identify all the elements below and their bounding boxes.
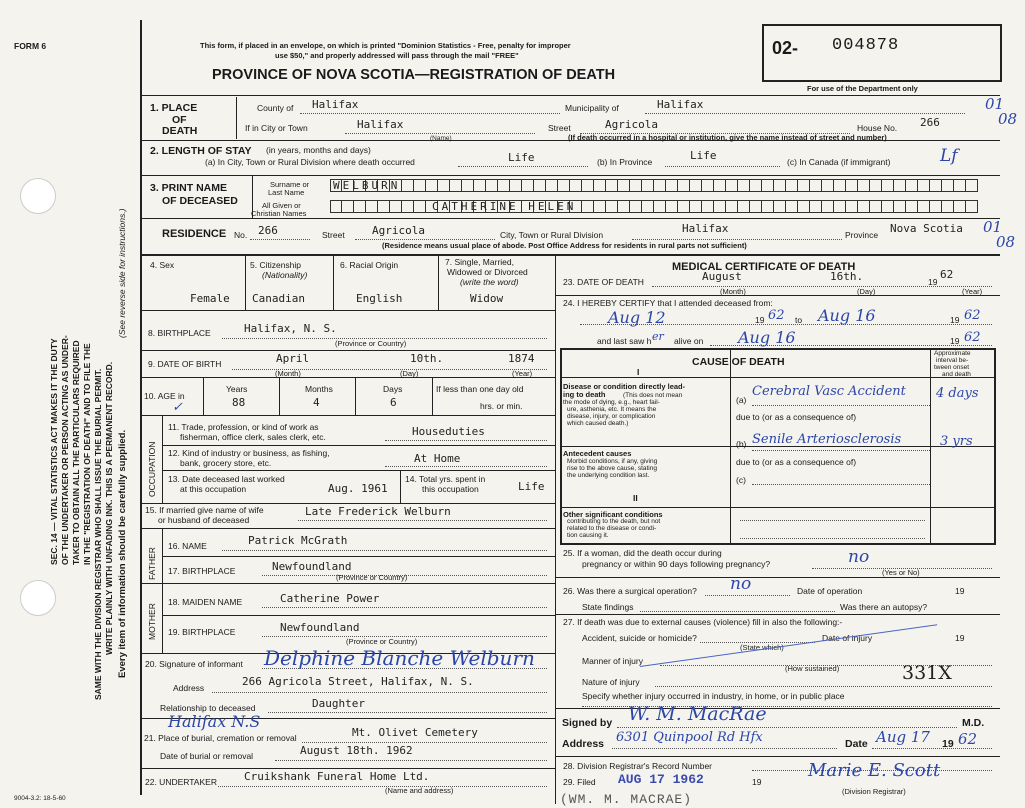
- rule: [140, 583, 555, 584]
- death-month[interactable]: August: [702, 270, 742, 283]
- cause-c-line: [752, 484, 930, 485]
- marital-value[interactable]: Widow: [470, 292, 504, 305]
- occ13-label-2: at this occupation: [180, 484, 247, 494]
- print-name-label-2: OF DECEASED: [162, 195, 238, 207]
- rule: [162, 556, 555, 557]
- occ12-label-2: bank, grocery store, etc.: [180, 458, 272, 468]
- rule: [355, 377, 356, 415]
- county-label: County of: [257, 103, 294, 113]
- other-label-4: tion causing it.: [567, 532, 609, 539]
- rule: [140, 254, 1000, 256]
- rule: [162, 415, 163, 503]
- address-label: Address: [173, 683, 205, 693]
- dob-year-sub: (Year): [512, 369, 533, 378]
- cause-title: CAUSE OF DEATH: [692, 356, 785, 368]
- punch-hole: [20, 580, 56, 616]
- footer-code: 9004-3.2: 18-5-60: [14, 795, 66, 802]
- certify-label: 24. I HEREBY CERTIFY that I attended deceased from:: [563, 298, 773, 308]
- citizenship-label-1: 5. Citizenship: [250, 260, 302, 270]
- residence-note: (Residence means usual place of abode. Post Office Address for residents in rural parts not sufficient): [382, 241, 747, 250]
- q25-value[interactable]: no: [848, 547, 870, 567]
- to-19: 19: [950, 315, 960, 325]
- nature-code: 331X: [902, 662, 952, 684]
- print-name-label-1: 3. PRINT NAME: [150, 182, 228, 194]
- antecedent-label-2: Morbid conditions, if any, giving: [567, 458, 658, 465]
- middle-divider: [555, 254, 556, 804]
- death-year[interactable]: 62: [940, 268, 954, 281]
- cause-a-line: [752, 405, 930, 406]
- racial-label: 6. Racial Origin: [340, 260, 399, 270]
- relationship-line: [268, 712, 547, 713]
- res-no-label: No.: [234, 230, 248, 240]
- rule: [162, 445, 555, 446]
- occ12-value[interactable]: At Home: [414, 452, 461, 465]
- spouse-label-1: 15. If married give name of wife: [145, 505, 264, 515]
- alive-on-label: alive on: [674, 336, 704, 346]
- years-label: Years: [226, 384, 248, 394]
- filed-19: 19: [752, 777, 762, 787]
- prov-country-sub: (Province or Country): [335, 339, 407, 348]
- citizenship-value[interactable]: Canadian: [252, 292, 305, 305]
- last-saw-value[interactable]: er: [652, 330, 664, 343]
- antecedent-label-3: rise to the above cause, stating: [567, 465, 657, 472]
- med-19: 19: [942, 738, 954, 750]
- cause-a-marker: (a): [736, 395, 747, 405]
- less-day-label: If less than one day old: [436, 384, 524, 394]
- dept-use-label: For use of the Department only: [807, 84, 918, 93]
- other-label-3: related to the disease or condi-: [567, 525, 657, 532]
- due-to-1: due to (or as a consequence of): [736, 412, 857, 422]
- alive-19: 19: [950, 336, 960, 346]
- res-street-line: [355, 239, 495, 240]
- relationship-value[interactable]: Daughter: [312, 697, 365, 710]
- burial-date-line: [275, 760, 547, 761]
- disease-label-4: the mode of dying, e.g., heart fail-: [563, 399, 660, 406]
- med-address-line: [612, 748, 837, 749]
- other-line-1: [740, 520, 925, 521]
- filed-stamp: AUG 17 1962: [618, 772, 704, 787]
- disease-label-2: ing to death: [563, 390, 606, 399]
- date-of-death-label: 23. DATE OF DEATH: [563, 277, 644, 287]
- rule: [140, 503, 555, 504]
- accident-label: Accident, suicide or homicide?: [582, 633, 697, 643]
- mail-notice-1: This form, if placed in an envelope, on which is printed "Dominion Statistics - Free, penalty for improper: [200, 41, 571, 50]
- informant-label: 20. Signature of informant: [145, 659, 243, 669]
- dob-year[interactable]: 1874: [508, 352, 535, 365]
- q26-value[interactable]: no: [730, 574, 752, 594]
- occ11-line: [385, 440, 547, 441]
- stay-a-label: (a) In City, Town or Rural Division where death occurred: [205, 157, 415, 167]
- rule: [140, 175, 1000, 176]
- date-inj-label: Date of injury: [822, 633, 873, 643]
- other-line-2: [740, 538, 925, 539]
- county-line: [300, 113, 560, 114]
- stay-b-value[interactable]: Life: [690, 149, 717, 162]
- name-sublabel: (Name): [430, 135, 452, 142]
- disease-label-7: which caused death.): [567, 420, 629, 427]
- relationship-label: Relationship to deceased: [160, 703, 256, 713]
- age-label: 10. AGE in: [144, 391, 185, 401]
- occ12-label-1: 12. Kind of industry or business, as fishing,: [168, 448, 330, 458]
- occ11-label-1: 11. Trade, profession, or kind of work as: [168, 422, 319, 432]
- mother-maiden-label: 18. MAIDEN NAME: [168, 597, 243, 607]
- burial-place-value[interactable]: Mt. Olivet Cemetery: [352, 726, 478, 739]
- rule: [140, 350, 555, 351]
- op-19: 19: [955, 586, 965, 596]
- age-years[interactable]: 88: [232, 396, 246, 409]
- rule: [245, 254, 246, 310]
- corner-code-2: 08: [998, 110, 1018, 128]
- residence-label: RESIDENCE: [162, 228, 227, 240]
- form-title: PROVINCE OF NOVA SCOTIA—REGISTRATION OF DEATH: [212, 67, 616, 83]
- div-registrar-sub: (Division Registrar): [842, 787, 906, 796]
- interval-label-1: Approximate: [934, 350, 971, 357]
- q27-label: 27. If death was due to external causes (violence) fill in also the following:-: [563, 617, 843, 627]
- side-line-4: IN THE "REGISTRATION OF DEATH" AND TO FILE THE: [82, 343, 92, 565]
- stay-b-line: [665, 166, 780, 167]
- last-saw-label: and last saw h: [597, 336, 652, 346]
- side-line-1: SEC. 14 — VITAL STATISTICS ACT MAKES IT THE DUTY: [49, 338, 59, 565]
- res-province-value[interactable]: Nova Scotia: [890, 222, 963, 235]
- burial-handwritten-note: Halifax N.S: [168, 712, 261, 731]
- res-city-label: City, Town or Rural Division: [500, 230, 604, 240]
- res-street-value[interactable]: Agricola: [372, 224, 425, 237]
- attended-to[interactable]: Aug 16: [818, 306, 876, 325]
- due-to-2: due to (or as a consequence of): [736, 457, 857, 467]
- interval-label-3: tween onset: [934, 364, 970, 371]
- death-month-sub: (Month): [720, 287, 746, 296]
- stay-a-value[interactable]: Life: [508, 151, 535, 164]
- rule: [162, 470, 555, 471]
- father-birth-label: 17. BIRTHPLACE: [168, 566, 236, 576]
- rule: [162, 583, 163, 653]
- spouse-line: [298, 520, 547, 521]
- municipality-value[interactable]: Halifax: [657, 98, 704, 111]
- res-code-2: 08: [996, 233, 1016, 251]
- cause-c-marker: (c): [736, 475, 746, 485]
- rule: [560, 377, 996, 378]
- sex-value[interactable]: Female: [190, 292, 230, 305]
- disease-label-1: Disease or condition directly lead-: [563, 382, 686, 391]
- rule: [203, 377, 204, 415]
- cause-b-value[interactable]: Senile Arteriosclerosis: [752, 432, 902, 447]
- hospital-note: (If death occurred in a hospital or institution, give the name instead of street and number): [568, 133, 887, 142]
- rule: [140, 218, 1000, 219]
- given-grid: [330, 200, 978, 213]
- med-address-label: Address: [562, 738, 605, 750]
- rule: [560, 507, 996, 508]
- antecedent-label-4: the underlying condition last.: [567, 472, 650, 479]
- interval-a-value[interactable]: 4 days: [936, 386, 979, 401]
- rule: [438, 254, 439, 310]
- cause-b-line: [752, 450, 930, 451]
- alive-year[interactable]: 62: [964, 330, 981, 345]
- undertaker-line: [218, 786, 547, 787]
- manner-label: Manner of injury: [582, 656, 643, 666]
- physician-name-stamp: (WM. M. MACRAE): [560, 792, 693, 807]
- street-label: Street: [548, 123, 571, 133]
- death-19: 19: [928, 277, 938, 287]
- city-value[interactable]: Halifax: [357, 118, 404, 131]
- how-sustained-sub: (How sustained): [785, 664, 840, 673]
- birthplace-label: 8. BIRTHPLACE: [148, 328, 211, 338]
- form-number: FORM 6: [14, 41, 47, 51]
- house-no-value[interactable]: 266: [920, 116, 940, 129]
- nature-label: Nature of injury: [582, 677, 640, 687]
- rule: [140, 768, 555, 769]
- occ13-label-1: 13. Date deceased last worked: [168, 474, 285, 484]
- med-date-value[interactable]: Aug 17: [876, 728, 930, 746]
- spouse-value[interactable]: Late Frederick Welburn: [305, 505, 451, 518]
- days-label: Days: [383, 384, 403, 394]
- punch-hole: [20, 178, 56, 214]
- roman-2: II: [633, 493, 638, 503]
- rule: [140, 415, 555, 416]
- occ14-value[interactable]: Life: [518, 480, 545, 493]
- age-days[interactable]: 6: [390, 396, 397, 409]
- physician-signature[interactable]: W. M. MacRae: [628, 703, 767, 725]
- occ12-line: [385, 466, 547, 467]
- signed-by-label: Signed by: [562, 717, 613, 729]
- cause-b-marker: (b): [736, 439, 747, 449]
- rule: [140, 528, 555, 529]
- place-of-death-label-1: 1. PLACE: [150, 102, 198, 114]
- place-of-death-label-2: OF: [172, 114, 187, 126]
- given-label-2: Christian Names: [251, 209, 307, 218]
- rule: [236, 97, 237, 139]
- interval-b-value[interactable]: 3 yrs: [940, 434, 973, 449]
- address-value[interactable]: 266 Agricola Street, Halifax, N. S.: [242, 675, 474, 688]
- q28-label: 28. Division Registrar's Record Number: [563, 761, 713, 771]
- left-border: [140, 20, 142, 795]
- rule: [279, 377, 280, 415]
- mother-maiden-line: [262, 607, 547, 608]
- county-value[interactable]: Halifax: [312, 98, 359, 111]
- marital-label-2: Widowed or Divorced: [447, 267, 528, 277]
- md-label: M.D.: [962, 717, 985, 729]
- surname-label-2: Last Name: [268, 188, 305, 197]
- med-year[interactable]: 62: [958, 730, 978, 748]
- stay-c-label: (c) In Canada (if immigrant): [787, 157, 891, 167]
- q29-label: 29. Filed: [563, 777, 596, 787]
- informant-signature[interactable]: Delphine Blanche Welburn: [264, 646, 535, 670]
- disease-label-6: disease, injury, or complication: [567, 413, 656, 420]
- roman-1: I: [637, 367, 640, 377]
- reg-number: 004878: [832, 36, 900, 55]
- medical-title: MEDICAL CERTIFICATE OF DEATH: [672, 261, 856, 273]
- dob-month-sub: (Month): [275, 369, 301, 378]
- rule: [555, 614, 1000, 615]
- attended-from[interactable]: Aug 12: [608, 308, 666, 327]
- res-city-line: [632, 239, 842, 240]
- death-day-sub: (Day): [857, 287, 876, 296]
- to-label: to: [795, 315, 803, 325]
- inj-19: 19: [955, 633, 965, 643]
- rule: [432, 377, 433, 415]
- corner-code-1: 01: [985, 95, 1005, 113]
- side-line-5: SAME WITH THE DIVISION REGISTRAR WHO SHALL ISSUE THE BURIAL PERMIT.: [93, 368, 103, 700]
- res-city-value[interactable]: Halifax: [682, 222, 729, 235]
- occupation-vertical-label: OCCUPATION: [147, 441, 157, 497]
- side-line-8: (See reverse side for instructions.): [117, 208, 127, 338]
- registrar-signature: Marie E. Scott: [808, 760, 941, 781]
- mother-vertical-label: MOTHER: [147, 603, 157, 640]
- sex-label: 4. Sex: [150, 260, 175, 270]
- given-label-1: All Given or: [262, 201, 301, 210]
- state-which-sub: (State which): [740, 643, 784, 652]
- mother-birth-value[interactable]: Newfoundland: [280, 621, 360, 634]
- place-of-death-label-3: DEATH: [162, 125, 198, 137]
- cause-a-value[interactable]: Cerebral Vasc Accident: [752, 384, 906, 399]
- death-day[interactable]: 16th.: [830, 270, 864, 283]
- burial-date-value[interactable]: August 18th. 1962: [300, 744, 413, 757]
- house-no-label: House No.: [857, 123, 898, 133]
- father-birth-value[interactable]: Newfoundland: [272, 560, 352, 573]
- antecedent-label-1: Antecedent causes: [563, 449, 632, 458]
- side-line-2: OF THE UNDERTAKER OR PERSON ACTING AS UNDER-: [60, 335, 70, 565]
- age-check: ✓: [172, 400, 183, 415]
- municipality-line: [645, 113, 965, 114]
- from-19: 19: [755, 315, 765, 325]
- other-label-2: contributing to the death, but not: [567, 518, 661, 525]
- racial-value[interactable]: English: [356, 292, 403, 305]
- cancel-stroke: [640, 624, 937, 667]
- marital-label-3: (write the word): [460, 277, 519, 287]
- surname-grid: [330, 179, 978, 192]
- date-of-death-line: [652, 286, 992, 287]
- undertaker-value[interactable]: Cruikshank Funeral Home Ltd.: [244, 770, 430, 783]
- dob-label: 9. DATE OF BIRTH: [148, 359, 222, 369]
- autopsy-label: Was there an autopsy?: [840, 602, 928, 612]
- rule: [162, 615, 555, 616]
- dob-month[interactable]: April: [276, 352, 310, 365]
- marital-label-1: 7. Single, Married,: [445, 257, 514, 267]
- side-line-3: TAKER TO OBTAIN ALL THE PARTICULARS REQUIRED: [71, 340, 81, 565]
- registration-number-box: [762, 24, 1002, 82]
- father-vertical-label: FATHER: [147, 547, 157, 580]
- interval-label-4: and death: [942, 371, 971, 378]
- stay-b-label: (b) In Province: [597, 157, 653, 167]
- med-date-line: [872, 748, 992, 749]
- father-name-value[interactable]: Patrick McGrath: [248, 534, 348, 547]
- mother-maiden-value[interactable]: Catherine Power: [280, 592, 380, 605]
- municipality-label: Municipality of: [565, 103, 619, 113]
- spouse-label-2: or husband of deceased: [158, 515, 250, 525]
- burial-place-line: [302, 742, 547, 743]
- date-op-label: Date of operation: [797, 586, 863, 596]
- res-province-label: Province: [845, 230, 879, 240]
- occ11-value[interactable]: Houseduties: [412, 425, 485, 438]
- side-line-6: WRITE PLAINLY WITH UNFADING INK. THIS IS A PERMANENT RECORD.: [104, 361, 114, 655]
- from-year[interactable]: 62: [768, 308, 785, 323]
- q25-label-2: pregnancy or within 90 days following pregnancy?: [582, 559, 771, 569]
- med-date-label: Date: [845, 738, 868, 750]
- death-year-sub: (Year): [962, 287, 983, 296]
- citizenship-label-2: (Nationality): [262, 270, 308, 280]
- rule: [555, 295, 1000, 296]
- q26-label: 26. Was there a surgical operation?: [563, 586, 697, 596]
- length-of-stay-label: 2. LENGTH OF STAY: [150, 145, 252, 157]
- stay-a-line: [458, 166, 588, 167]
- mail-notice-2: use $50," and properly addressed will pass through the mail "FREE": [275, 51, 519, 60]
- findings-line: [640, 611, 835, 612]
- burial-label-1: 21. Place of burial, cremation or removal: [144, 733, 297, 743]
- other-label-1: Other significant conditions: [563, 510, 663, 519]
- father-name-line: [222, 550, 547, 551]
- stay-c-value[interactable]: Lf: [940, 146, 958, 166]
- res-no-line: [250, 239, 310, 240]
- street-value[interactable]: Agricola: [605, 118, 658, 131]
- occ13-value[interactable]: Aug. 1961: [328, 482, 388, 495]
- interval-label-2: interval be-: [936, 357, 969, 364]
- mother-birth-label: 19. BIRTHPLACE: [168, 627, 236, 637]
- res-code-1: 01: [983, 218, 1003, 236]
- surname-value[interactable]: WELBURN: [333, 179, 401, 192]
- dob-day[interactable]: 10th.: [410, 352, 444, 365]
- age-months[interactable]: 4: [313, 396, 320, 409]
- nature-line: [655, 686, 992, 687]
- birthplace-value[interactable]: Halifax, N. S.: [244, 322, 337, 335]
- to-year[interactable]: 62: [964, 308, 981, 323]
- side-line-7: Every item of information should be carefully supplied.: [117, 429, 128, 678]
- rule: [140, 310, 555, 311]
- father-name-label: 16. NAME: [168, 541, 207, 551]
- stay-units: (in years, months and days): [266, 145, 371, 155]
- city-line: [345, 133, 535, 134]
- given-value[interactable]: CATHERINE HELEN: [432, 200, 577, 213]
- yes-no-sub: (Yes or No): [882, 568, 920, 577]
- occ14-label-1: 14. Total yrs. spent in: [405, 474, 486, 484]
- findings-label: State findings: [582, 602, 634, 612]
- address-line: [212, 692, 547, 693]
- hrs-min-label: hrs. or min.: [480, 401, 523, 411]
- months-label: Months: [305, 384, 333, 394]
- res-no-value[interactable]: 266: [258, 224, 278, 237]
- surname-label-1: Surname or: [270, 180, 310, 189]
- q25-label-1: 25. If a woman, did the death occur during: [563, 548, 722, 558]
- rule: [140, 95, 1000, 96]
- rule: [555, 756, 1000, 757]
- mother-prov-sub: (Province or Country): [346, 637, 418, 646]
- dob-day-sub: (Day): [400, 369, 419, 378]
- rule: [555, 708, 1000, 709]
- res-street-label: Street: [322, 230, 345, 240]
- name-address-sub: (Name and address): [385, 786, 454, 795]
- med-address-value[interactable]: 6301 Quinpool Rd Hfx: [616, 730, 763, 745]
- occ14-label-2: this occupation: [422, 484, 479, 494]
- disease-label-3: (This does not mean: [623, 392, 683, 399]
- city-label: If in City or Town: [245, 123, 308, 133]
- occ11-label-2: fisherman, office clerk, sales clerk, etc.: [180, 432, 326, 442]
- rule: [555, 577, 1000, 578]
- q26-line: [705, 595, 790, 596]
- rule: [333, 254, 334, 310]
- burial-label-2: Date of burial or removal: [160, 751, 254, 761]
- specify-label: Specify whether injury occurred in industry, in home, or in public place: [582, 691, 845, 701]
- alive-on-value[interactable]: Aug 16: [738, 328, 796, 347]
- father-prov-sub: (Province or Country): [336, 573, 408, 582]
- disease-label-5: ure, asthenia, etc. It means the: [567, 406, 657, 413]
- reg-prefix: 02-: [772, 38, 799, 58]
- rule: [400, 470, 401, 503]
- undertaker-label: 22. UNDERTAKER: [145, 777, 217, 787]
